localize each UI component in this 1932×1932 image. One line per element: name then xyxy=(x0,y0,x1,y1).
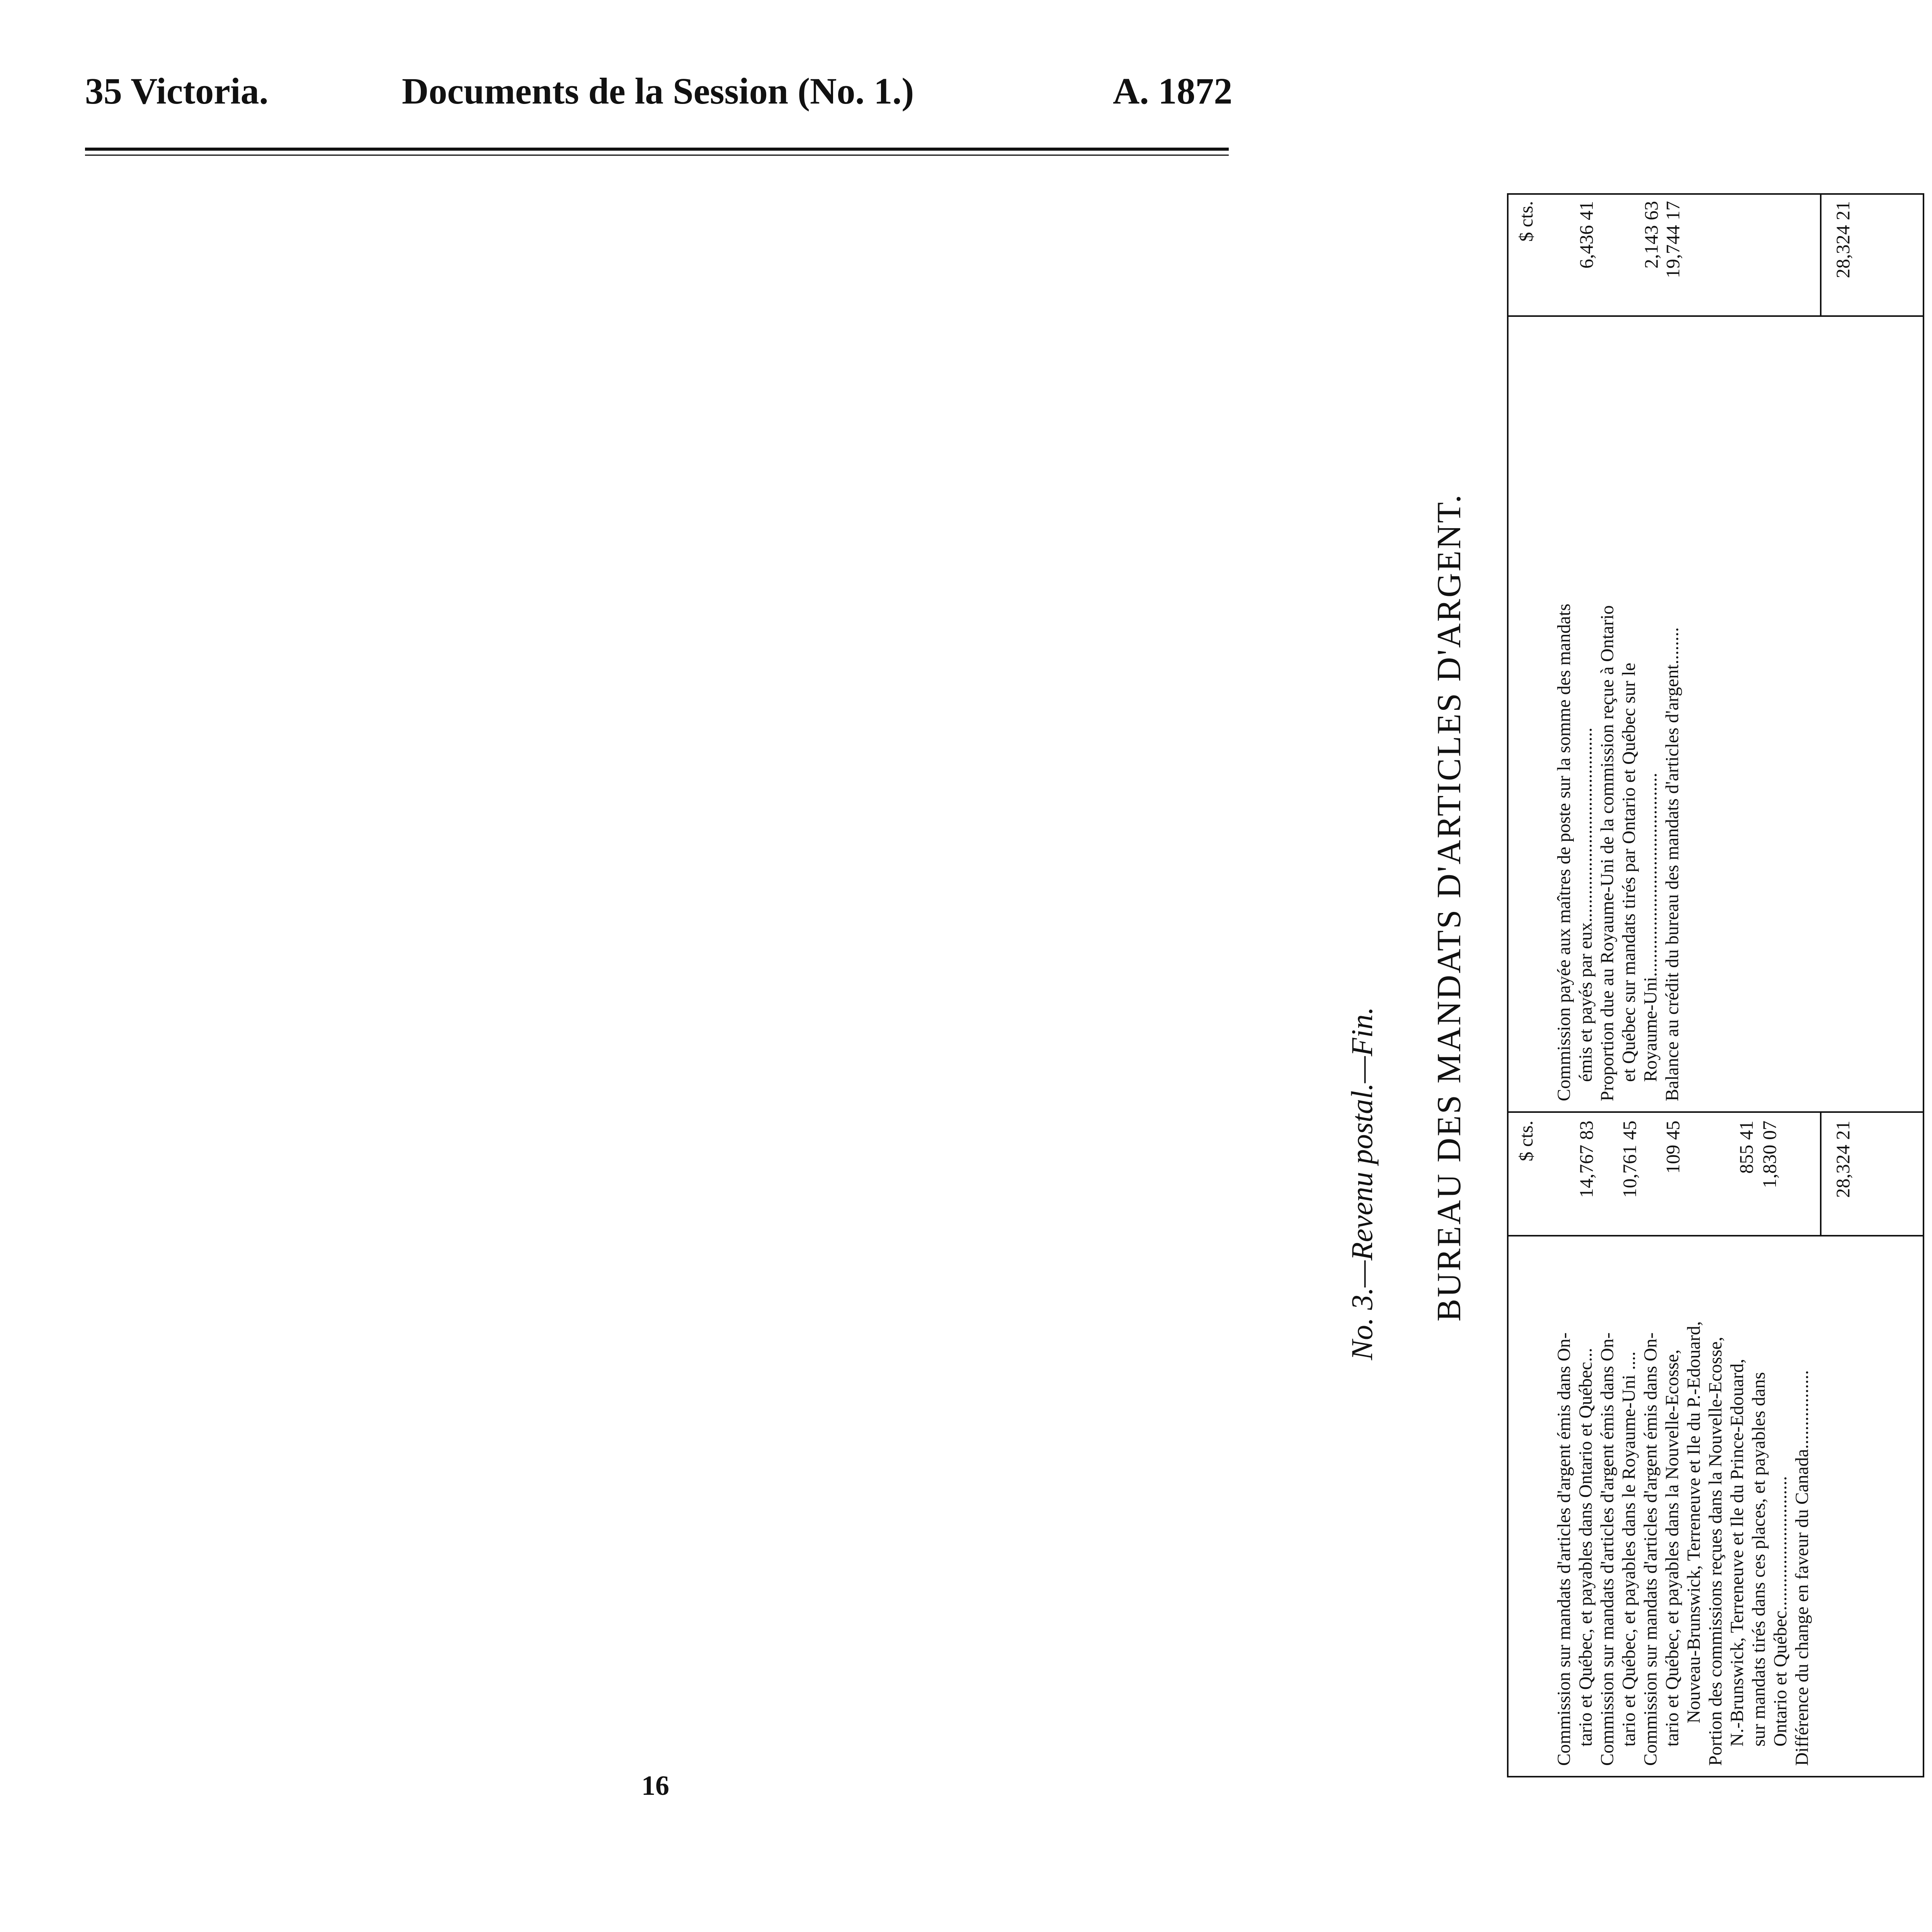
money-orders-left-currency-header: $ cts. xyxy=(1515,1121,1537,1162)
money-orders-left-amount: 10,761 45 xyxy=(1619,1121,1640,1198)
header-left: 35 Victoria. xyxy=(85,70,269,112)
money-orders-left-line: sur mandats tirés dans ces places, et payables dans xyxy=(1748,1372,1769,1747)
money-orders-left-line: Ontario et Québec............................. xyxy=(1770,1476,1791,1747)
header-rule-thin xyxy=(85,155,1229,156)
money-orders-left-line: Nouveau-Brunswick, Terreneuve et Ile du P.-Edouard, xyxy=(1684,1321,1704,1723)
money-orders-right-amount: 6,436 41 xyxy=(1575,201,1597,269)
header-center: Documents de la Session (No. 1.) xyxy=(402,70,914,112)
header-rule-thick xyxy=(85,148,1229,151)
section-label: No. 3.—Revenu postal.—Fin. xyxy=(1345,1007,1379,1360)
money-orders-right-line: Proportion due au Royaume-Uni de la commission reçue à Ontario xyxy=(1597,605,1617,1101)
money-orders-left-line: tario et Québec, et payables dans Ontario et Québec... xyxy=(1575,1348,1596,1747)
money-orders-left-amount: 109 45 xyxy=(1662,1121,1684,1174)
money-orders-left-line: Commission sur mandats d'articles d'argent émis dans On- xyxy=(1554,1332,1574,1766)
money-orders-right-line: et Québec sur mandats tirés par Ontario et Québec sur le xyxy=(1619,663,1639,1082)
money-orders-left-line: tario et Québec, et payables dans le Royaume-Uni .... xyxy=(1619,1351,1639,1747)
page-number: 16 xyxy=(641,1770,669,1801)
rotated-page-body xyxy=(1252,116,1932,1777)
money-orders-left-line: tario et Québec, et payables dans la Nouvelle-Ecosse, xyxy=(1662,1349,1682,1747)
money-orders-right-amount-rule xyxy=(1507,315,1924,317)
money-orders-right-total: 28,324 21 xyxy=(1832,201,1854,278)
money-orders-left-line: Portion des commissions reçues dans la Nouvelle-Ecosse, xyxy=(1705,1337,1726,1766)
money-orders-center-divider xyxy=(1507,1111,1924,1113)
money-orders-right-line: émis et payés par eux.......................................... xyxy=(1575,727,1596,1082)
money-orders-right-total-rule xyxy=(1820,193,1821,317)
money-orders-right-currency-header: $ cts. xyxy=(1515,201,1537,242)
money-orders-left-line: N.-Brunswick, Terreneuve et Ile du Prince-Edouard, xyxy=(1727,1359,1747,1747)
money-orders-right-amount: 19,744 17 xyxy=(1662,201,1684,278)
money-orders-left-total-rule xyxy=(1820,1113,1821,1236)
header-right: A. 1872 xyxy=(1113,70,1233,112)
money-orders-left-amount: 14,767 83 xyxy=(1575,1121,1597,1198)
money-orders-right-line: Balance au crédit du bureau des mandats d'articles d'argent........ xyxy=(1662,627,1682,1101)
money-orders-right-line: Commission payée aux maîtres de poste sur la somme des mandats xyxy=(1554,604,1574,1101)
money-orders-left-amount: 855 41 xyxy=(1735,1121,1757,1174)
money-orders-left-total: 28,324 21 xyxy=(1832,1121,1854,1198)
money-orders-left-line: Commission sur mandats d'articles d'argent émis dans On- xyxy=(1597,1332,1617,1766)
money-orders-right-amount: 2,143 63 xyxy=(1640,201,1662,269)
money-orders-right-line: Royaume-Uni............................................ xyxy=(1640,773,1661,1082)
money-orders-left-line: Différence du change en faveur du Canada................. xyxy=(1792,1370,1812,1766)
money-orders-left-line: Commission sur mandats d'articles d'argent émis dans On- xyxy=(1640,1332,1661,1766)
money-orders-title: BUREAU DES MANDATS D'ARTICLES D'ARGENT. xyxy=(1430,493,1468,1321)
money-orders-left-amount-rule xyxy=(1507,1235,1924,1236)
money-orders-left-amount: 1,830 07 xyxy=(1759,1121,1780,1188)
